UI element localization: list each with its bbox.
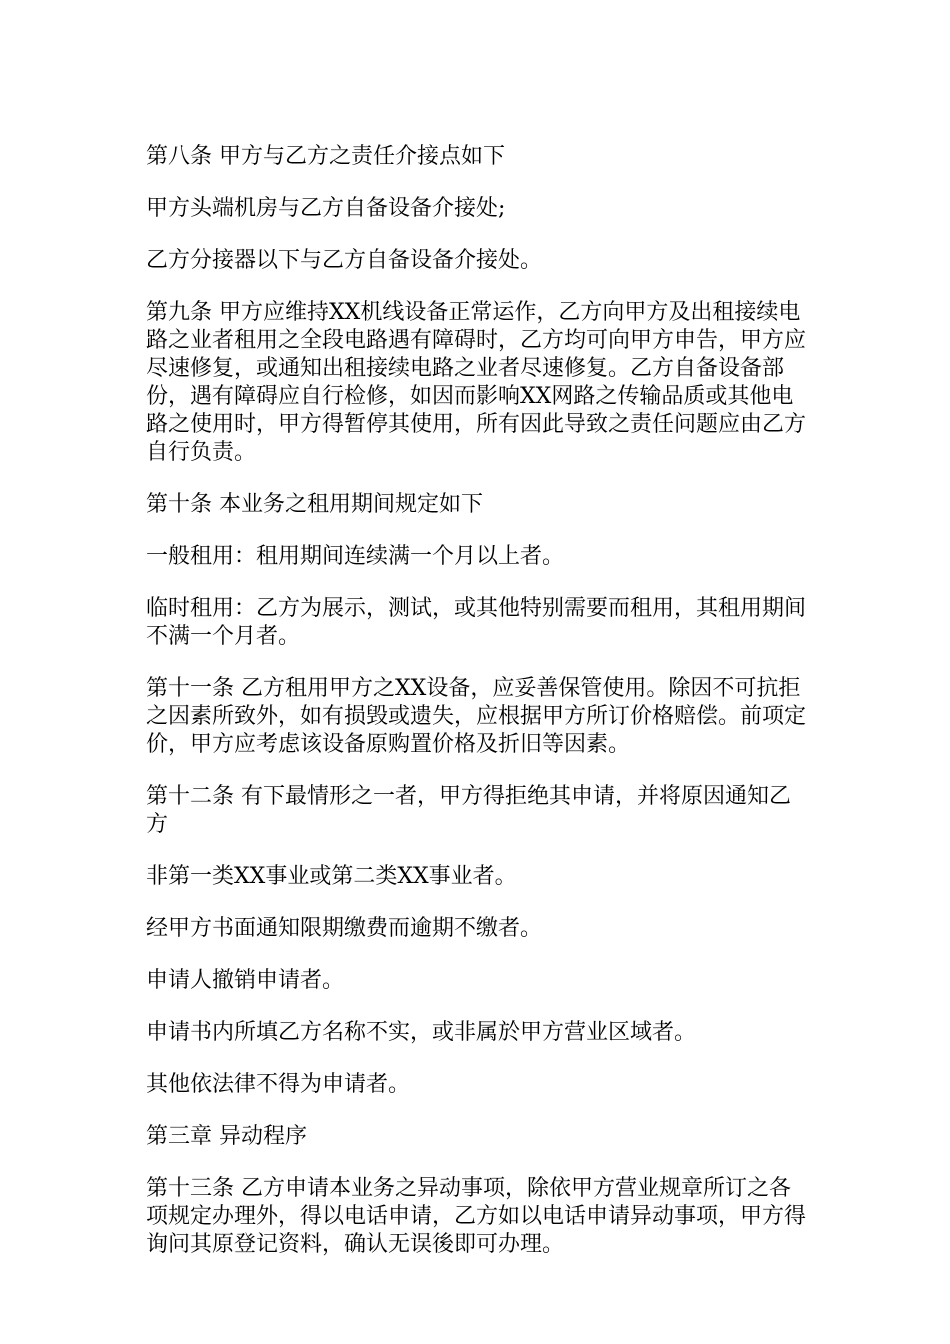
article-12-item-5: 其他依法律不得为申请者。 — [146, 1072, 411, 1097]
article-10-item-2: 临时租用：乙方为展示，测试，或其他特别需要而租用，其租用期间不满一个月者。 — [146, 596, 807, 649]
article-12-item-4: 申请书内所填乙方名称不实，或非属於甲方营业区域者。 — [146, 1020, 697, 1045]
article-11-paragraph: 第十一条 乙方租用甲方之XX设备，应妥善保管使用。除因不可抗拒之因素所致外，如有损毁或遗失，应根据甲方所订价格赔偿。前项定价，甲方应考虑该设备原购置价格及折旧等因素。 — [146, 676, 807, 757]
article-9-paragraph: 第九条 甲方应维持XX机线设备正常运作，乙方向甲方及出租接续电路之业者租用之全段电路遇有障碍时，乙方均可向甲方申告，甲方应尽速修复，或通知出租接续电路之业者尽速修复。乙方自备设备部份，遇有障碍应自行检修，如因而影响XX网路之传输品质或其他电路之使用时，甲方得暂停其使用，所有因此导致之责任问题应由乙方自行负责。 — [146, 300, 807, 465]
article-12-item-1: 非第一类XX事业或第二类XX事业者。 — [146, 864, 517, 889]
article-12-item-2: 经甲方书面通知限期缴费而逾期不缴者。 — [146, 916, 543, 941]
chapter-3-heading: 第三章 异动程序 — [146, 1124, 307, 1149]
article-10-item-1: 一般租用：租用期间连续满一个月以上者。 — [146, 544, 565, 569]
article-8-item-1: 甲方头端机房与乙方自备设备介接处; — [146, 196, 506, 221]
article-10-heading: 第十条 本业务之租用期间规定如下 — [146, 492, 483, 517]
article-13-paragraph: 第十三条 乙方申请本业务之异动事项，除依甲方营业规章所订之各项规定办理外，得以电话申请，乙方如以电话申请异动事项，甲方得询问其原登记资料，确认无误後即可办理。 — [146, 1176, 807, 1257]
document-body — [146, 143, 808, 1283]
article-12-heading: 第十二条 有下最情形之一者，甲方得拒绝其申请，并将原因通知乙方 — [146, 784, 791, 837]
article-8-item-2: 乙方分接器以下与乙方自备设备介接处。 — [146, 248, 543, 273]
article-8-heading: 第八条 甲方与乙方之责任介接点如下 — [146, 144, 505, 169]
article-12-item-3: 申请人撤销申请者。 — [146, 968, 345, 993]
